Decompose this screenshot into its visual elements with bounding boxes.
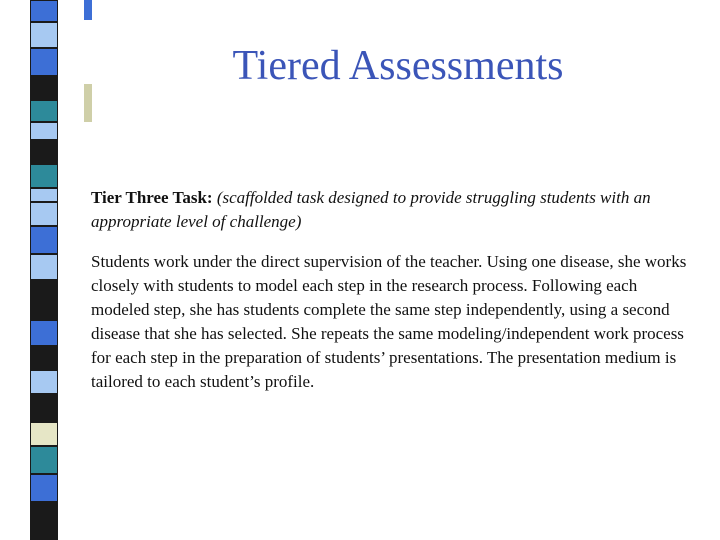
stripe-block: [30, 100, 58, 122]
stripe-block: [30, 48, 58, 76]
task-description: (scaffolded task designed to provide struggling students with an appropriate level of challenge): [91, 188, 651, 231]
stripe-accent: [84, 84, 92, 122]
stripe-block: [30, 446, 58, 474]
stripe-block: [30, 280, 58, 320]
slide-content: [91, 186, 699, 394]
stripe-block: [30, 164, 58, 188]
stripe-block: [30, 188, 58, 202]
stripe-block: [30, 422, 58, 446]
stripe-block: [30, 0, 58, 22]
task-body: Students work under the direct supervision of the teacher. Using one disease, she works closely with students to model each step in the research process. Following each modeled step, she has students complete the same step independently, using a second disease that she has selected. She repeats the same modeling/independent work process for each step in the preparation of students’ presentations. The presentation medium is tailored to each student’s profile.: [91, 252, 687, 391]
slide-title: Tiered Assessments: [232, 43, 564, 89]
stripe-block: [30, 76, 58, 100]
stripe-block: [30, 140, 58, 164]
stripe-block: [30, 320, 58, 346]
decorative-stripe-bar: [30, 0, 70, 540]
task-label: Tier Three Task:: [91, 188, 213, 207]
stripe-block: [30, 202, 58, 226]
stripe-accent: [84, 0, 92, 20]
stripe-block: [30, 474, 58, 502]
stripe-block: [30, 226, 58, 254]
stripe-block: [30, 254, 58, 280]
stripe-block: [30, 394, 58, 422]
stripe-block: [30, 122, 58, 140]
stripe-block: [30, 370, 58, 394]
task-heading: [91, 186, 699, 234]
stripe-block: [30, 346, 58, 370]
stripe-block: [30, 502, 58, 540]
stripe-block: [30, 22, 58, 48]
